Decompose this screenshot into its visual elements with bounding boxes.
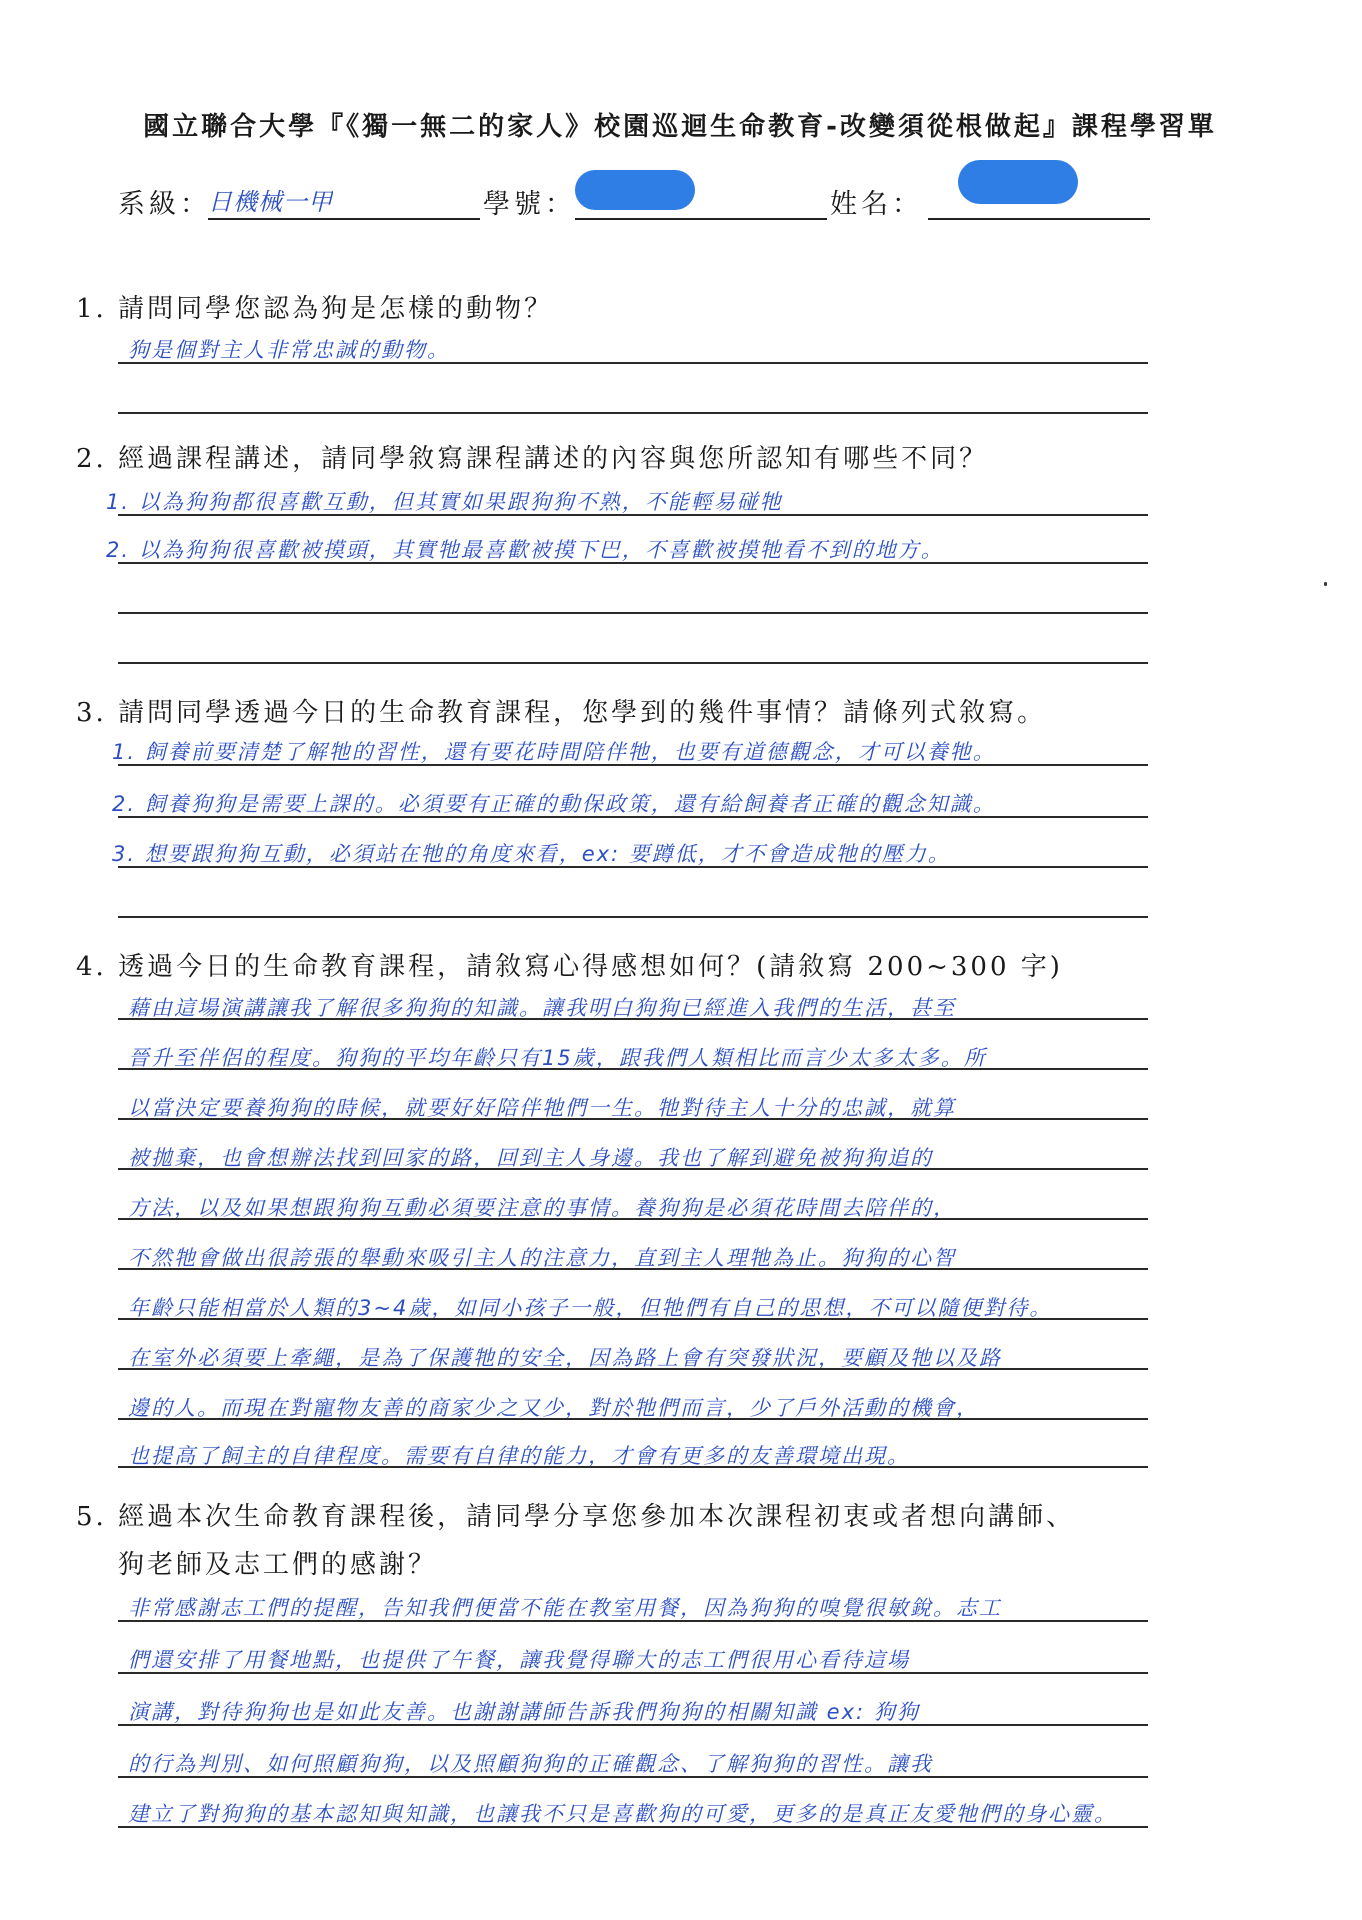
answer-rule: [118, 1826, 1148, 1828]
answer-4-line-5: 方法，以及如果想跟狗狗互動必須要注意的事情。養狗狗是必須花時間去陪伴的，: [128, 1196, 956, 1220]
question-5-continued: 狗老師及志工們的感謝？: [118, 1550, 438, 1580]
scan-speck: [1324, 582, 1327, 586]
answer-4-line-6: 不然牠會做出很誇張的舉動來吸引主人的注意力，直到主人理牠為止。狗狗的心智: [128, 1246, 956, 1270]
worksheet-title: 國立聯合大學『《獨一無二的家人》校園巡迴生命教育-改變須從根做起』課程學習單: [143, 112, 1217, 142]
name-underline: [928, 218, 1150, 220]
answer-rule: [118, 612, 1148, 614]
answer-5-line-3: 演講，對待狗狗也是如此友善。也謝謝講師告訴我們狗狗的相關知識 ex: 狗狗: [128, 1700, 920, 1724]
answer-4-line-10: 也提高了飼主的自律程度。需要有自律的能力，才會有更多的友善環境出現。: [128, 1444, 910, 1468]
answer-3-line-2: 2. 飼養狗狗是需要上課的。必須要有正確的動保政策，還有給飼養者正確的觀念知識。: [112, 792, 996, 816]
answer-rule: [118, 816, 1148, 818]
answer-3-line-1: 1. 飼養前要清楚了解牠的習性，還有要花時間陪伴牠，也要有道德觀念，才可以養牠。: [112, 740, 996, 764]
answer-rule: [118, 1466, 1148, 1468]
student-id-label: 學號：: [483, 189, 576, 220]
answer-rule: [118, 1018, 1148, 1020]
answer-rule: [118, 1418, 1148, 1420]
answer-rule: [118, 1118, 1148, 1120]
answer-rule: [118, 1068, 1148, 1070]
question-3: 3. 請問同學透過今日的生命教育課程，您學到的幾件事情？請條列式敘寫。: [76, 698, 1047, 728]
answer-rule: [118, 1368, 1148, 1370]
answer-4-line-2: 晉升至伴侶的程度。狗狗的平均年齡只有15歲，跟我們人類相比而言少太多太多。所: [128, 1046, 987, 1070]
answer-5-line-5: 建立了對狗狗的基本認知與知識，也讓我不只是喜歡狗的可愛，更多的是真正友愛牠們的身心靈。: [128, 1802, 1117, 1826]
name-redaction: [958, 160, 1078, 204]
answer-rule: [118, 1776, 1148, 1778]
dept-value: 日機械一甲: [208, 188, 333, 216]
answer-rule: [118, 1218, 1148, 1220]
answer-4-line-7: 年齡只能相當於人類的3~4歲，如同小孩子一般，但牠們有自己的思想，不可以隨便對待。: [128, 1296, 1053, 1320]
answer-2-line-1: 1. 以為狗狗都很喜歡互動，但其實如果跟狗狗不熟，不能輕易碰牠: [106, 490, 783, 514]
answer-rule: [118, 1620, 1148, 1622]
answer-4-line-1: 藉由這場演講讓我了解很多狗狗的知識。讓我明白狗狗已經進入我們的生活，甚至: [128, 996, 956, 1020]
answer-4-line-8: 在室外必須要上牽繩，是為了保護牠的安全，因為路上會有突發狀況，要顧及牠以及路: [128, 1346, 1002, 1370]
student-id-redaction: [575, 170, 695, 210]
answer-rule: [118, 1724, 1148, 1726]
answer-4-line-9: 邊的人。而現在對寵物友善的商家少之又少，對於牠們而言，少了戶外活動的機會，: [128, 1396, 979, 1420]
answer-2-line-2: 2. 以為狗狗很喜歡被摸頭，其實牠最喜歡被摸下巴，不喜歡被摸牠看不到的地方。: [106, 538, 944, 562]
answer-rule: [118, 562, 1148, 564]
answer-rule: [118, 866, 1148, 868]
answer-rule: [118, 412, 1148, 414]
answer-rule: [118, 362, 1148, 364]
answer-4-line-4: 被拋棄，也會想辦法找到回家的路，回到主人身邊。我也了解到避免被狗狗追的: [128, 1146, 933, 1170]
answer-rule: [118, 1672, 1148, 1674]
answer-5-line-1: 非常感謝志工們的提醒，告知我們便當不能在教室用餐，因為狗狗的嗅覺很敏銳。志工: [128, 1596, 1002, 1620]
answer-5-line-2: 們還安排了用餐地點，也提供了午餐，讓我覺得聯大的志工們很用心看待這場: [128, 1648, 910, 1672]
name-label: 姓名：: [830, 189, 923, 220]
answer-5-line-4: 的行為判別、如何照顧狗狗，以及照顧狗狗的正確觀念、了解狗狗的習性。讓我: [128, 1752, 933, 1776]
question-4: 4. 透過今日的生命教育課程，請敘寫心得感想如何？(請敘寫 200~300 字): [76, 952, 1063, 982]
answer-4-line-3: 以當決定要養狗狗的時候，就要好好陪伴牠們一生。牠對待主人十分的忠誠，就算: [128, 1096, 956, 1120]
question-2: 2. 經過課程講述，請同學敘寫課程講述的內容與您所認知有哪些不同？: [76, 444, 989, 474]
dept-label: 系級：: [118, 189, 211, 220]
answer-3-line-3: 3. 想要跟狗狗互動，必須站在牠的角度來看，ex: 要蹲低，才不會造成牠的壓力。: [112, 842, 951, 866]
answer-rule: [118, 916, 1148, 918]
answer-rule: [118, 764, 1148, 766]
answer-rule: [118, 1318, 1148, 1320]
answer-rule: [118, 514, 1148, 516]
question-5: 5. 經過本次生命教育課程後，請同學分享您參加本次課程初衷或者想向講師、: [76, 1502, 1076, 1532]
answer-1-line-1: 狗是個對主人非常忠誠的動物。: [128, 338, 450, 362]
student-id-underline: [575, 218, 827, 220]
dept-underline: [208, 218, 480, 220]
answer-rule: [118, 1168, 1148, 1170]
question-1: 1. 請問同學您認為狗是怎樣的動物？: [76, 294, 554, 324]
answer-rule: [118, 662, 1148, 664]
answer-rule: [118, 1268, 1148, 1270]
